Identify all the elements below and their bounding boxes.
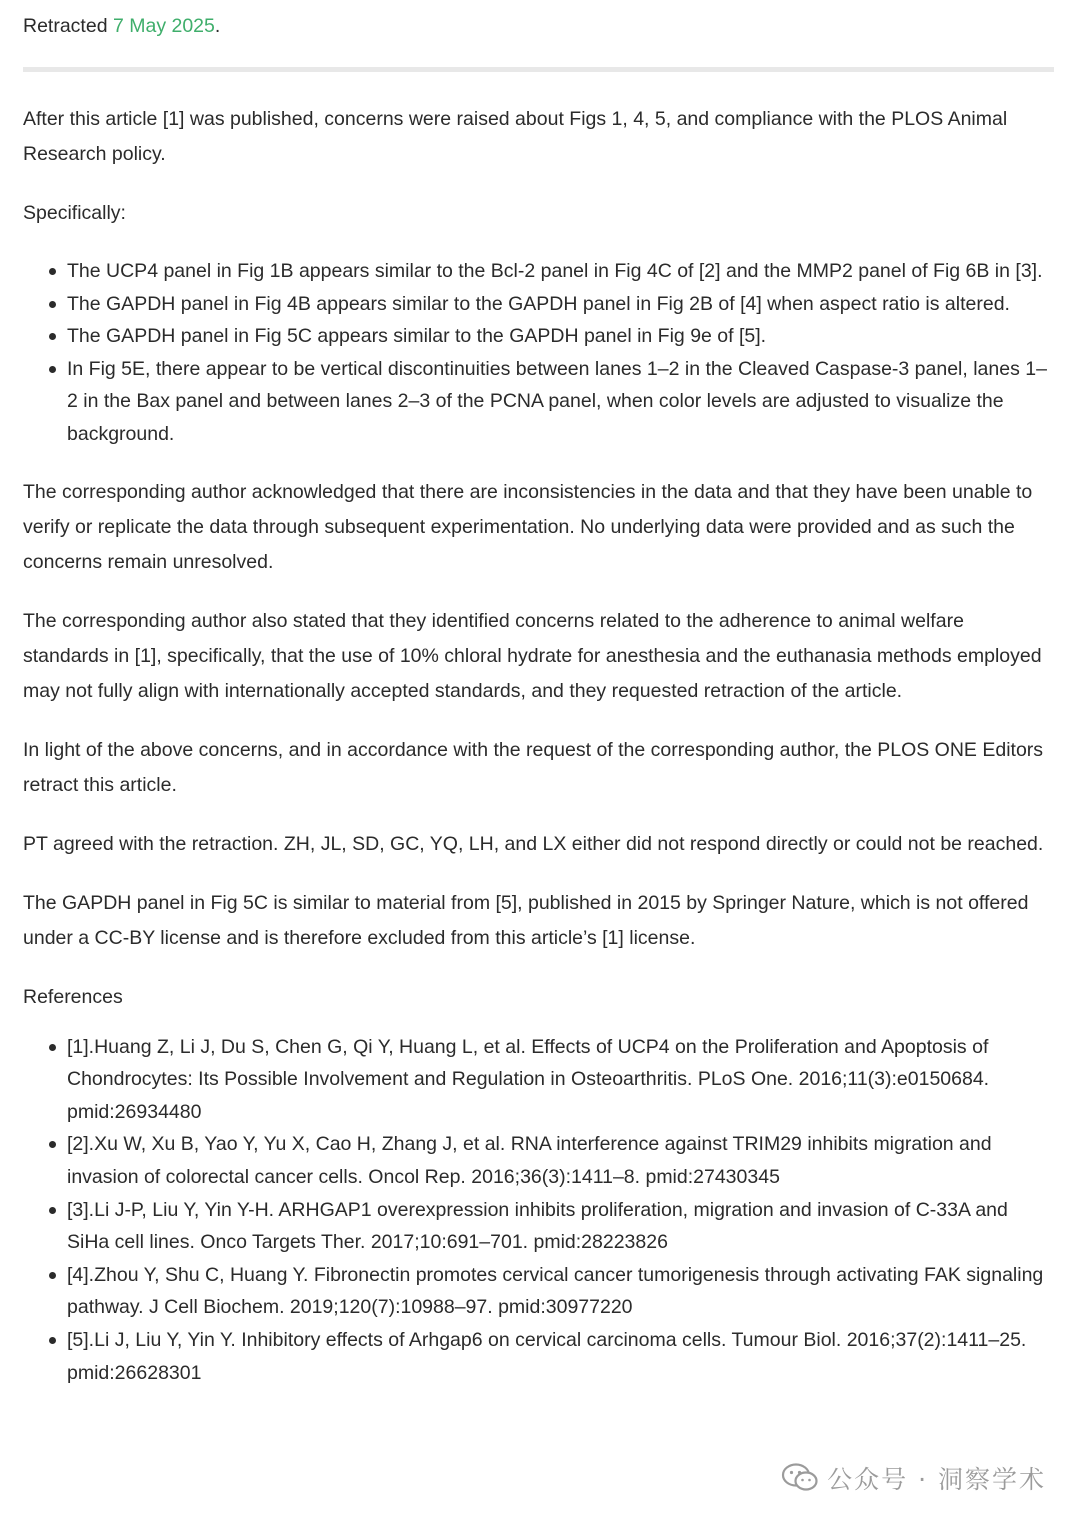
concerns-list bbox=[23, 255, 1054, 451]
body-paragraph: The GAPDH panel in Fig 5C is similar to material from [5], published in 2015 by Springer Nature, which is not offered under a CC-BY license and is therefore excluded from this article’s [1] license. bbox=[23, 891, 1029, 949]
reference-item[interactable]: [2].Xu W, Xu B, Yao Y, Yu X, Cao H, Zhang J, et al. RNA interference against TRIM29 inhibits migration and invasion of colorectal cancer cells. Oncol Rep. 2016;36(3):1411–8. pmid:27430345 bbox=[67, 1128, 1054, 1193]
watermark-text: 公众号 · 洞察学术 bbox=[827, 1465, 1046, 1494]
header-divider bbox=[23, 67, 1054, 72]
retracted-date-link[interactable]: 7 May 2025 bbox=[112, 15, 215, 37]
references-heading: References bbox=[23, 985, 123, 1008]
body-paragraph: The corresponding author also stated that they identified concerns related to the adherence to animal welfare standards in [1], specifically, that the use of 10% chloral hydrate for anesthesia and the euthanasia methods employed may not fully align with internationally accepted standards, and they requested retraction of the article. bbox=[23, 609, 1042, 702]
body-paragraph: PT agreed with the retraction. ZH, JL, SD, GC, YQ, LH, and LX either did not respond directly or could not be reached. bbox=[23, 832, 1044, 855]
body-paragraph: In light of the above concerns, and in accordance with the request of the corresponding author, the PLOS ONE Editors retract this article. bbox=[23, 738, 1044, 796]
reference-item[interactable]: [4].Zhou Y, Shu C, Huang Y. Fibronectin promotes cervical cancer tumorigenesis through activating FAK signaling pathway. J Cell Biochem. 2019;120(7):10988–97. pmid:30977220 bbox=[67, 1259, 1054, 1324]
retracted-suffix: . bbox=[214, 15, 221, 37]
concern-item: In Fig 5E, there appear to be vertical discontinuities between lanes 1–2 in the Cleaved Caspase-3 panel, lanes 1–2 in the Bax panel and between lanes 2–3 of the PCNA panel, when color levels are adjusted to visualize the background. bbox=[67, 353, 1054, 451]
body-paragraph: The corresponding author acknowledged that there are inconsistencies in the data and that they have been unable to verify or replicate the data through subsequent experimentation. No underlying data were provided and as such the concerns remain unresolved. bbox=[23, 480, 1033, 573]
concern-item: The GAPDH panel in Fig 5C appears similar to the GAPDH panel in Fig 9e of [5]. bbox=[67, 320, 1054, 353]
watermark bbox=[781, 1460, 1046, 1496]
retraction-date-line bbox=[23, 0, 1054, 39]
reference-item[interactable]: [1].Huang Z, Li J, Du S, Chen G, Qi Y, Huang L, et al. Effects of UCP4 on the Proliferation and Apoptosis of Chondrocytes: Its Possible Involvement and Regulation in Osteoarthritis. PLoS One. 2016;11(3):e0150684. pmid:26934480 bbox=[67, 1031, 1054, 1129]
reference-item[interactable]: [5].Li J, Liu Y, Yin Y. Inhibitory effects of Arhgap6 on cervical carcinoma cells. Tumour Biol. 2016;37(2):1411–25. pmid:26628301 bbox=[67, 1324, 1054, 1389]
concern-item: The GAPDH panel in Fig 4B appears similar to the GAPDH panel in Fig 2B of [4] when aspect ratio is altered. bbox=[67, 288, 1054, 321]
retracted-prefix: Retracted bbox=[23, 15, 113, 37]
specifically-label: Specifically: bbox=[23, 202, 126, 224]
retraction-notice bbox=[23, 0, 1054, 1413]
references-list bbox=[23, 1031, 1054, 1390]
intro-paragraph: After this article [1] was published, concerns were raised about Figs 1, 4, 5, and compliance with the PLOS Animal Research policy. bbox=[23, 108, 1008, 165]
concern-item: The UCP4 panel in Fig 1B appears similar to the Bcl-2 panel in Fig 4C of [2] and the MMP2 panel of Fig 6B in [3]. bbox=[67, 255, 1054, 288]
reference-item[interactable]: [3].Li J-P, Liu Y, Yin Y-H. ARHGAP1 overexpression inhibits proliferation, migration and invasion of C-33A and SiHa cell lines. Onco Targets Ther. 2017;10:691–701. pmid:28223826 bbox=[67, 1194, 1054, 1259]
wechat-icon bbox=[781, 1463, 819, 1493]
